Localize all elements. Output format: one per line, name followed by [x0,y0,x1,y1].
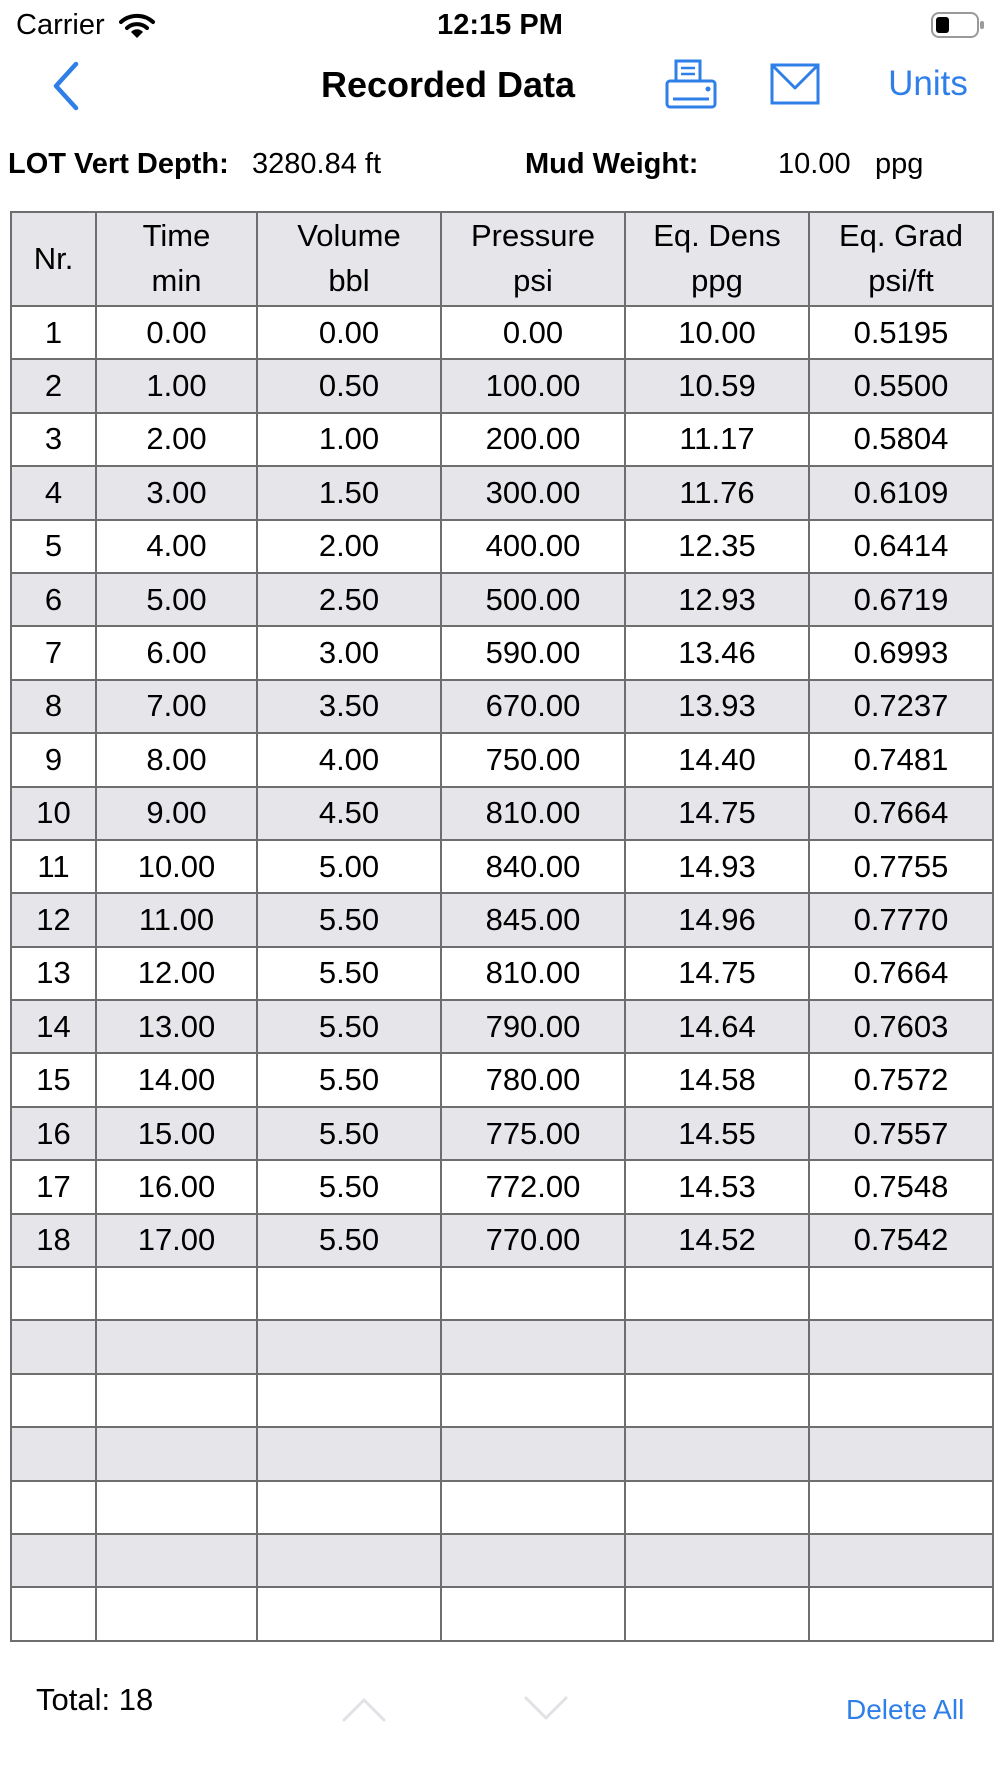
printer-icon[interactable] [664,57,718,111]
table-cell: 9.00 [96,787,257,840]
table-cell: 11.00 [96,893,257,946]
table-row[interactable] [11,413,993,466]
table-cell [441,1427,625,1480]
table-cell [625,1534,809,1587]
table-cell: 0.7542 [809,1214,993,1267]
table-cell: 0.6414 [809,520,993,573]
table-cell: 3.50 [257,680,441,733]
table-cell: 17 [11,1160,96,1213]
table-cell: 0.7755 [809,840,993,893]
table-row[interactable] [11,1053,993,1106]
table-cell [625,1267,809,1320]
table-cell: 14.96 [625,893,809,946]
table-cell [441,1534,625,1587]
table-cell: 13.93 [625,680,809,733]
column-header [96,212,257,306]
table-cell: 16.00 [96,1160,257,1213]
table-header-row [11,212,993,306]
table-cell: 0.50 [257,359,441,412]
table-cell: 12.93 [625,573,809,626]
table-cell: 500.00 [441,573,625,626]
battery-icon [931,12,985,38]
mud-weight-unit: ppg [875,148,924,180]
table-cell: 6 [11,573,96,626]
delete-all-button[interactable]: Delete All [846,1694,965,1725]
table-cell: 5.50 [257,1160,441,1213]
table-row[interactable] [11,893,993,946]
table-cell [11,1534,96,1587]
table-cell: 5.50 [257,893,441,946]
column-header [809,212,993,306]
table-cell [441,1587,625,1640]
column-header-title: Volume [297,218,401,254]
table-row[interactable] [11,1107,993,1160]
table-cell [625,1427,809,1480]
table-cell: 14.40 [625,733,809,786]
table-cell: 810.00 [441,787,625,840]
table-cell: 0.00 [257,306,441,359]
table-cell: 790.00 [441,1000,625,1053]
table-row[interactable] [11,1534,993,1587]
table-row[interactable] [11,840,993,893]
table-cell: 18 [11,1214,96,1267]
table-cell: 0.6109 [809,466,993,519]
column-header-unit: bbl [328,263,370,298]
table-cell: 3.00 [96,466,257,519]
depth-label: LOT Vert Depth: [8,148,229,180]
table-cell: 0.7770 [809,893,993,946]
mud-weight-value: 10.00 [778,148,851,180]
table-cell: 0.00 [441,306,625,359]
table-cell: 0.7664 [809,947,993,1000]
table-cell: 2.00 [257,520,441,573]
table-cell [11,1267,96,1320]
table-cell: 2.00 [96,413,257,466]
table-cell [809,1534,993,1587]
navigation-bar [0,52,1000,122]
table-cell: 10.00 [96,840,257,893]
table-row[interactable] [11,306,993,359]
table-cell: 14 [11,1000,96,1053]
table-row[interactable] [11,733,993,786]
table-cell [625,1374,809,1427]
table-cell [809,1374,993,1427]
chevron-down-icon[interactable] [522,1694,570,1724]
table-cell: 2 [11,359,96,412]
table-cell: 5.50 [257,947,441,1000]
table-cell: 300.00 [441,466,625,519]
summary-info-row [0,148,1000,188]
table-cell: 1 [11,306,96,359]
table-row[interactable] [11,1374,993,1427]
table-cell: 7 [11,626,96,679]
table-cell: 10 [11,787,96,840]
table-row[interactable] [11,1267,993,1320]
table-row[interactable] [11,466,993,519]
table-cell [11,1374,96,1427]
table-cell: 4 [11,466,96,519]
table-cell: 5 [11,520,96,573]
table-cell: 11 [11,840,96,893]
table-row[interactable] [11,520,993,573]
table-row[interactable] [11,626,993,679]
table-cell [441,1481,625,1534]
table-cell: 14.52 [625,1214,809,1267]
column-header-title: Eq. Grad [838,218,964,254]
table-cell: 14.75 [625,787,809,840]
table-row[interactable] [11,947,993,1000]
table-cell [96,1374,257,1427]
table-cell: 3 [11,413,96,466]
table-cell [96,1534,257,1587]
chevron-up-icon[interactable] [340,1694,388,1724]
table-cell: 1.00 [257,413,441,466]
table-cell [257,1267,441,1320]
table-cell: 12.35 [625,520,809,573]
table-cell: 5.50 [257,1000,441,1053]
table-cell [257,1587,441,1640]
table-row[interactable] [11,1214,993,1267]
table-cell: 2.50 [257,573,441,626]
table-cell: 14.93 [625,840,809,893]
table-cell: 750.00 [441,733,625,786]
table-cell: 100.00 [441,359,625,412]
table-cell: 840.00 [441,840,625,893]
table-cell: 845.00 [441,893,625,946]
table-cell [11,1481,96,1534]
table-cell: 5.50 [257,1107,441,1160]
table-cell: 8.00 [96,733,257,786]
table-cell [11,1587,96,1640]
table-row[interactable] [11,1320,993,1373]
table-cell: 770.00 [441,1214,625,1267]
table-cell: 0.5804 [809,413,993,466]
status-bar [0,0,1000,50]
table-cell: 15.00 [96,1107,257,1160]
table-cell [625,1481,809,1534]
table-cell: 10.59 [625,359,809,412]
column-header-unit: psi [513,263,553,298]
table-cell [441,1267,625,1320]
table-cell: 6.00 [96,626,257,679]
table-cell [96,1427,257,1480]
table-row[interactable] [11,573,993,626]
table-row[interactable] [11,359,993,412]
table-cell: 5.00 [257,840,441,893]
column-header-unit: psi/ft [868,263,934,298]
footer-bar [0,1670,1000,1730]
column-header-title: Eq. Dens [653,218,781,254]
table-cell: 4.50 [257,787,441,840]
table-cell [809,1587,993,1640]
table-cell: 0.5500 [809,359,993,412]
table-cell: 3.00 [257,626,441,679]
table-cell: 810.00 [441,947,625,1000]
units-button[interactable]: Units [888,64,968,103]
table-cell: 780.00 [441,1053,625,1106]
table-cell [257,1320,441,1373]
table-cell: 11.17 [625,413,809,466]
table-row[interactable] [11,1160,993,1213]
recorded-data-table [10,211,992,1642]
table-cell: 17.00 [96,1214,257,1267]
table-row[interactable] [11,787,993,840]
table-cell [809,1320,993,1373]
table-cell: 10.00 [625,306,809,359]
table-row[interactable] [11,1481,993,1534]
table-cell: 775.00 [441,1107,625,1160]
table-cell: 14.64 [625,1000,809,1053]
table-cell: 0.7664 [809,787,993,840]
column-header-title: Nr. [33,240,74,276]
table-cell: 0.7481 [809,733,993,786]
table-cell: 5.50 [257,1053,441,1106]
table-cell: 772.00 [441,1160,625,1213]
table-cell: 14.75 [625,947,809,1000]
back-chevron-icon[interactable] [44,58,88,114]
table-cell [11,1427,96,1480]
table-row[interactable] [11,1587,993,1640]
table-cell: 5.00 [96,573,257,626]
column-header-title: Time [142,218,211,254]
table-cell [96,1267,257,1320]
table-cell: 12.00 [96,947,257,1000]
table-cell: 590.00 [441,626,625,679]
table-cell: 9 [11,733,96,786]
table-cell [11,1320,96,1373]
total-count: Total: 18 [36,1682,154,1717]
mud-weight-label: Mud Weight: [525,148,699,180]
table-cell: 11.76 [625,466,809,519]
table-cell: 16 [11,1107,96,1160]
column-header [441,212,625,306]
table-cell: 0.6993 [809,626,993,679]
table-cell: 0.7603 [809,1000,993,1053]
table-cell: 14.53 [625,1160,809,1213]
carrier-label: Carrier [16,9,105,41]
table-cell: 4.00 [257,733,441,786]
table-cell [441,1320,625,1373]
table-cell [257,1534,441,1587]
table-cell: 0.7557 [809,1107,993,1160]
table-cell: 8 [11,680,96,733]
table-row[interactable] [11,1427,993,1480]
table-cell [257,1481,441,1534]
column-header [625,212,809,306]
table-cell: 14.55 [625,1107,809,1160]
table-cell [809,1267,993,1320]
table-cell [809,1481,993,1534]
table-cell: 4.00 [96,520,257,573]
table-cell: 400.00 [441,520,625,573]
table-cell [625,1320,809,1373]
column-header-title: Pressure [470,218,596,254]
table-cell: 5.50 [257,1214,441,1267]
table-cell: 15 [11,1053,96,1106]
depth-value: 3280.84 ft [252,148,381,180]
table-cell: 14.00 [96,1053,257,1106]
table-cell: 7.00 [96,680,257,733]
table-cell: 13.00 [96,1000,257,1053]
table-cell: 200.00 [441,413,625,466]
table-cell [625,1587,809,1640]
table-cell [809,1427,993,1480]
table-cell: 13 [11,947,96,1000]
page-title: Recorded Data [320,64,576,105]
table-cell: 14.58 [625,1053,809,1106]
table-cell: 670.00 [441,680,625,733]
column-header [257,212,441,306]
table-cell: 1.50 [257,466,441,519]
table-cell [441,1374,625,1427]
table-cell [96,1320,257,1373]
table-cell: 0.5195 [809,306,993,359]
table-cell [96,1481,257,1534]
table-cell: 0.6719 [809,573,993,626]
table-cell: 12 [11,893,96,946]
column-header [11,212,96,306]
table-cell [257,1427,441,1480]
table-cell: 13.46 [625,626,809,679]
table-cell: 1.00 [96,359,257,412]
table-row[interactable] [11,680,993,733]
table-row[interactable] [11,1000,993,1053]
envelope-icon[interactable] [770,62,820,106]
table-cell: 0.00 [96,306,257,359]
status-time: 12:15 PM [437,9,563,41]
table-cell [257,1374,441,1427]
column-header-unit: min [151,263,202,298]
table-cell: 0.7237 [809,680,993,733]
table-cell: 0.7572 [809,1053,993,1106]
column-header-unit: ppg [691,263,743,298]
table-cell: 0.7548 [809,1160,993,1213]
table-cell [96,1587,257,1640]
